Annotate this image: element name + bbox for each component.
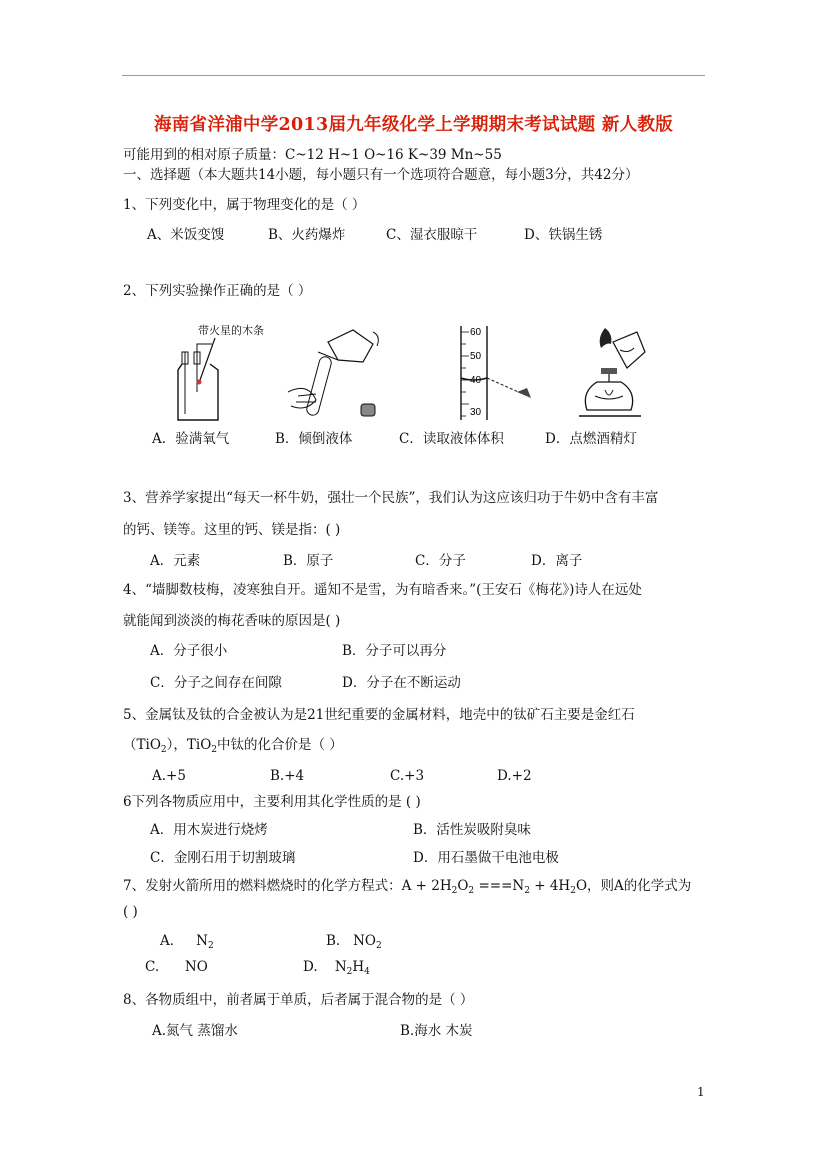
q7-paren: ( ) [123,904,138,920]
q6-stem: 6下列各物质应用中，主要利用其化学性质的是 ( ) [123,794,421,810]
q5-line2: （TiO$_2$），TiO$_2$中钛的化合价是（ ） [123,737,343,755]
q7-option-a: A． $N_2$ [160,933,214,951]
q3-line2: 的钙、镁等。这里的钙、镁是指：( ) [123,522,341,538]
tick-40: 40 [470,375,482,386]
q3-option-a: A．元素 [150,553,201,569]
q2-option-a: A．验满氧气 [152,431,230,447]
q3-option-b: B．原子 [283,553,334,569]
q5-option-d: D.+2 [497,768,532,784]
q7-option-b: B. $NO_2$ [326,933,382,951]
q1-option-b: B、火药爆炸 [268,227,346,243]
q3-line1: 3、营养学家提出“每天一杯牛奶，强壮一个民族”，我们认为这应该归功于牛奶中含有丰富 [123,490,659,506]
glowing-stick-label: 带火星的木条 [198,325,264,337]
q7-option-d: D. $N_2H_4$ [303,959,370,977]
q5-option-b: B.+4 [270,768,305,784]
q1-option-d: D、铁锅生锈 [524,227,603,243]
tick-30: 30 [470,407,482,418]
tick-60: 60 [470,327,482,338]
q6-option-b: B．活性炭吸附臭味 [413,822,531,838]
q7-stem: 7、发射火箭所用的燃料燃烧时的化学方程式：$A + 2H_2O_2 ===N_2 + 4H_2O$，则A的化学式为 [123,878,692,896]
q4-option-b: B．分子可以再分 [342,643,447,659]
q7-option-c: C. NO [145,959,208,975]
q6-option-d: D．用石墨做干电池电极 [413,850,559,866]
graduated-cylinder-figure [455,322,540,427]
alcohol-lamp-figure [575,322,650,427]
q1-stem: 1、下列变化中，属于物理变化的是（ ） [123,197,366,213]
header-rule [122,75,705,76]
q5-option-a: A.+5 [152,768,186,784]
pouring-liquid-figure [278,322,388,427]
tick-50: 50 [470,351,482,362]
oxygen-test-figure [170,322,264,427]
section-heading: 一、选择题（本大题共14小题，每小题只有一个选项符合题意，每小题3分，共42分） [123,167,639,183]
page-number: 1 [697,1085,705,1099]
q3-option-d: D．离子 [531,553,583,569]
q2-stem: 2、下列实验操作正确的是（ ） [123,283,312,299]
q6-option-a: A．用木炭进行烧烤 [150,822,268,838]
q3-option-c: C．分子 [415,553,466,569]
page-title: 海南省洋浦中学2013届九年级化学上学期期末考试试题 新人教版 [153,115,674,135]
q8-option-a: A.氮气 蒸馏水 [152,1023,238,1039]
q8-option-b: B.海水 木炭 [400,1023,473,1039]
q4-line1: 4、“墙脚数枝梅，凌寒独自开。遥知不是雪，为有暗香来。”(王安石《梅花》)诗人在远处 [123,582,642,598]
q1-option-a: A、米饭变馊 [147,227,225,243]
q6-option-c: C．金刚石用于切割玻璃 [150,850,296,866]
q2-option-b: B．倾倒液体 [275,431,353,447]
q1-option-c: C、湿衣服晾干 [386,227,478,243]
q5-line1: 5、金属钛及钛的合金被认为是21世纪重要的金属材料，地壳中的钛矿石主要是金红石 [123,707,635,723]
q4-option-d: D．分子在不断运动 [342,675,461,691]
q5-option-c: C.+3 [390,768,425,784]
q4-option-a: A．分子很小 [150,643,228,659]
q2-option-c: C．读取液体体积 [399,431,504,447]
q4-option-c: C．分子之间存在间隙 [150,675,282,691]
q8-stem: 8、各物质组中，前者属于单质，后者属于混合物的是（ ） [123,992,474,1008]
atomic-mass-note: 可能用到的相对原子质量：C~12 H~1 O~16 K~39 Mn~55 [123,147,502,163]
q2-option-d: D．点燃酒精灯 [545,431,637,447]
q4-line2: 就能闻到淡淡的梅花香味的原因是( ) [123,613,341,629]
